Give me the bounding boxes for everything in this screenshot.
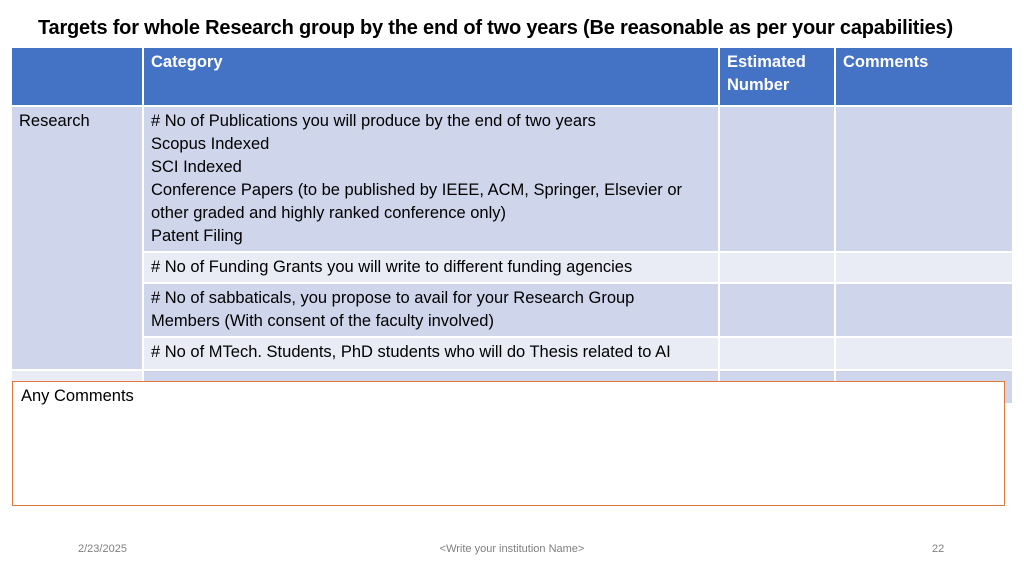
funding-grants-comments[interactable] bbox=[836, 253, 1012, 282]
students-cell: # No of MTech. Students, PhD students who will do Thesis related to AI bbox=[144, 338, 718, 369]
targets-table bbox=[12, 48, 1012, 403]
any-comments-box[interactable] bbox=[12, 381, 1005, 506]
publications-estimate[interactable] bbox=[720, 107, 834, 251]
header-estimated-number: Estimated Number bbox=[720, 48, 834, 105]
publications-comments[interactable] bbox=[836, 107, 1012, 251]
footer-date: 2/23/2025 bbox=[78, 543, 127, 555]
sabbaticals-cell: # No of sabbaticals, you propose to avail for your Research Group Members (With consent of the faculty involved) bbox=[144, 284, 718, 336]
sabbaticals-estimate[interactable] bbox=[720, 284, 834, 336]
slide-title: Targets for whole Research group by the end of two years (Be reasonable as per your capabilities) bbox=[38, 17, 953, 39]
publications-cell: # No of Publications you will produce by the end of two years Scopus Indexed SCI Indexed Conference Papers (to be published by IEEE, ACM, Springer, Elsevier or other graded and highly ranked conference only) Patent Filing bbox=[144, 107, 718, 251]
category-research: Research bbox=[12, 107, 142, 369]
header-category: Category bbox=[144, 48, 718, 105]
header-blank-cell bbox=[12, 48, 142, 105]
students-estimate[interactable] bbox=[720, 338, 834, 369]
header-comments: Comments bbox=[836, 48, 1012, 105]
sabbaticals-comments[interactable] bbox=[836, 284, 1012, 336]
footer-institution: <Write your institution Name> bbox=[439, 543, 585, 555]
funding-grants-estimate[interactable] bbox=[720, 253, 834, 282]
students-comments[interactable] bbox=[836, 338, 1012, 369]
any-comments-label: Any Comments bbox=[21, 387, 134, 405]
footer-page-number: 22 bbox=[932, 543, 945, 555]
funding-grants-cell: # No of Funding Grants you will write to different funding agencies bbox=[144, 253, 718, 282]
